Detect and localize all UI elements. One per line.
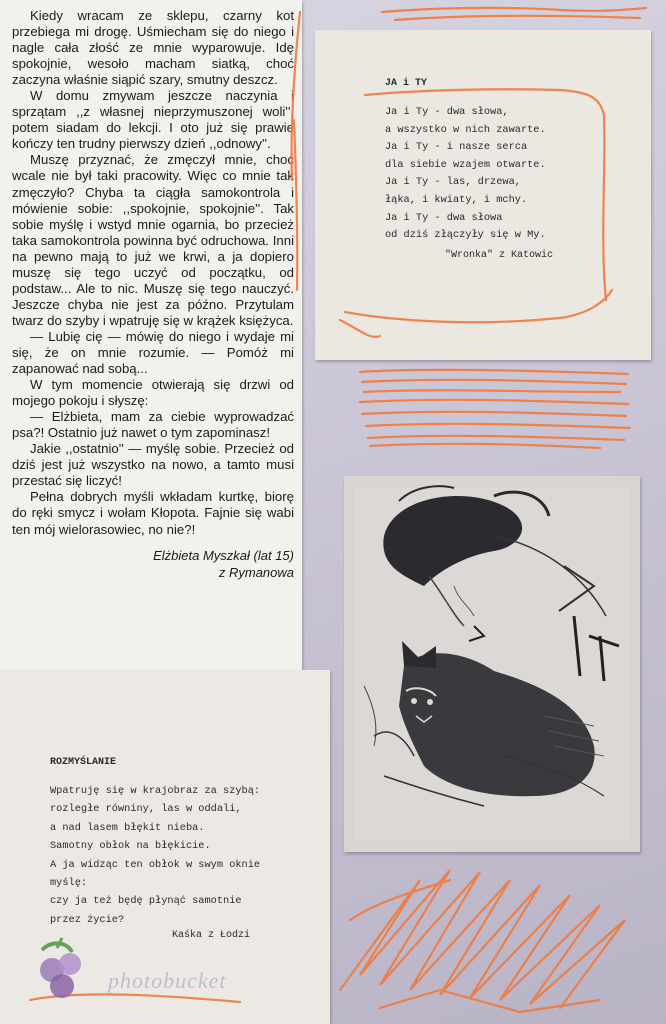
story-paragraph: W tym momencie otwierają się drzwi od mojego pokoju i słyszę:	[12, 377, 294, 409]
story-author: Elżbieta Myszkał (lat 15)	[153, 547, 294, 563]
poem-line: Samotny obłok na błękicie.	[50, 840, 211, 853]
illustration-clipping	[344, 476, 640, 852]
poem-title: JA i TY	[385, 78, 428, 89]
poem-line: Ja i Ty - dwa słowa,	[385, 106, 509, 118]
poem-line: od dziś złączyły się w My.	[385, 229, 546, 242]
poem-line: dla siebie wzajem otwarte.	[385, 158, 546, 171]
poem-author: "Wronka" z Katowic	[445, 250, 554, 261]
poem-line: Wpatruję się w krajobraz za szybą:	[50, 785, 261, 797]
poem-line: przez życie?	[50, 913, 125, 926]
story-paragraph: — Lubię cię — mówię do niego i wydaje mi się, że on mnie rozumie. — Pomóż mi zapanować nad sobą...	[12, 328, 294, 377]
poem-lines	[50, 782, 260, 929]
poem-line: łąka, i kwiaty, i mchy.	[385, 193, 528, 206]
poem-lines	[385, 104, 546, 245]
story-author-town: z Rymanowa	[218, 564, 294, 580]
poem-line: a wszystko w nich zawarte.	[385, 123, 546, 136]
story-paragraph: Pełna dobrych myśli wkładam kurtkę, biorę do ręki smycz i wołam Kłopota. Fajnie się wabi ten mój wielorasowiec, no nie?!	[12, 489, 294, 537]
poem-line: Ja i Ty - dwa słowa	[385, 211, 503, 224]
cat-and-girl-ink-drawing	[344, 476, 640, 852]
poem-clipping-ja-i-ty	[315, 30, 651, 360]
poem-line: rozległe równiny, las w oddali,	[50, 803, 242, 816]
berries-logo-icon	[22, 930, 102, 1015]
story-clipping	[0, 0, 302, 718]
poem-author: Kaśka z Łodzi	[172, 930, 251, 941]
story-paragraph: Kiedy wracam ze sklepu, czarny kot przebiega mi drogę. Uśmiecham się do niego i nagle cała złość ze mnie wyparowuje. Idę spokojnie, wesoło macham siatką, choć zaczyna właśnie siąpić szary, smutny deszcz.	[12, 8, 294, 88]
poem-line: myślę:	[50, 877, 88, 890]
poem-line: Ja i Ty - i nasze serca	[385, 141, 528, 154]
poem-line: A ja widząc ten obłok w swym oknie	[50, 858, 261, 871]
poem-title: ROZMYŚLANIE	[50, 757, 117, 768]
poem-line: czy ja też będę płynąć samotnie	[50, 895, 242, 908]
watermark: photobucket	[108, 968, 227, 993]
story-paragraph: W domu zmywam jeszcze naczynia i sprzątam ,,z własnej nieprzymuszonej woli'', potem siadam do lekcji. I oto już się prawie kończy ten trudny pierwszy dzień ,,odnowy''.	[12, 88, 294, 152]
story-paragraph: Muszę przyznać, że zmęczył mnie, choć wcale nie był taki pracowity. Więc co mnie tak zmęczyło? Chyba ta ciągła samokontrola i mówienie sobie: ,,spokojnie, spokojnie''. Tak sobie myślę i wstyd mnie ogarnia, bo przecież taka samokontrola powinna być odruchowa. Inni na pewno mają to już we krwi, a ja dopiero muszę się tego uczyć od początku, od podstaw... Ale to nic. Muszę się tego nauczyć. Jeszcze chyba nie jest za późno. Przytulam twarz do szyby i wpatruję się w krążek księżyca.	[12, 152, 294, 328]
story-signature	[12, 547, 294, 581]
story-paragraph: — Elżbieta, mam za ciebie wyprowadzać psa?! Ostatnio już nawet o tym zapominasz!	[12, 409, 294, 441]
story-paragraph: Jakie ,,ostatnio'' — myślę sobie. Przecież od dziś jest już wszystko na nowo, a tamto musi przestać się liczyć!	[12, 441, 294, 489]
poem-line: Ja i Ty - las, drzewa,	[385, 176, 521, 189]
poem-line: a nad lasem błękit nieba.	[50, 821, 205, 834]
